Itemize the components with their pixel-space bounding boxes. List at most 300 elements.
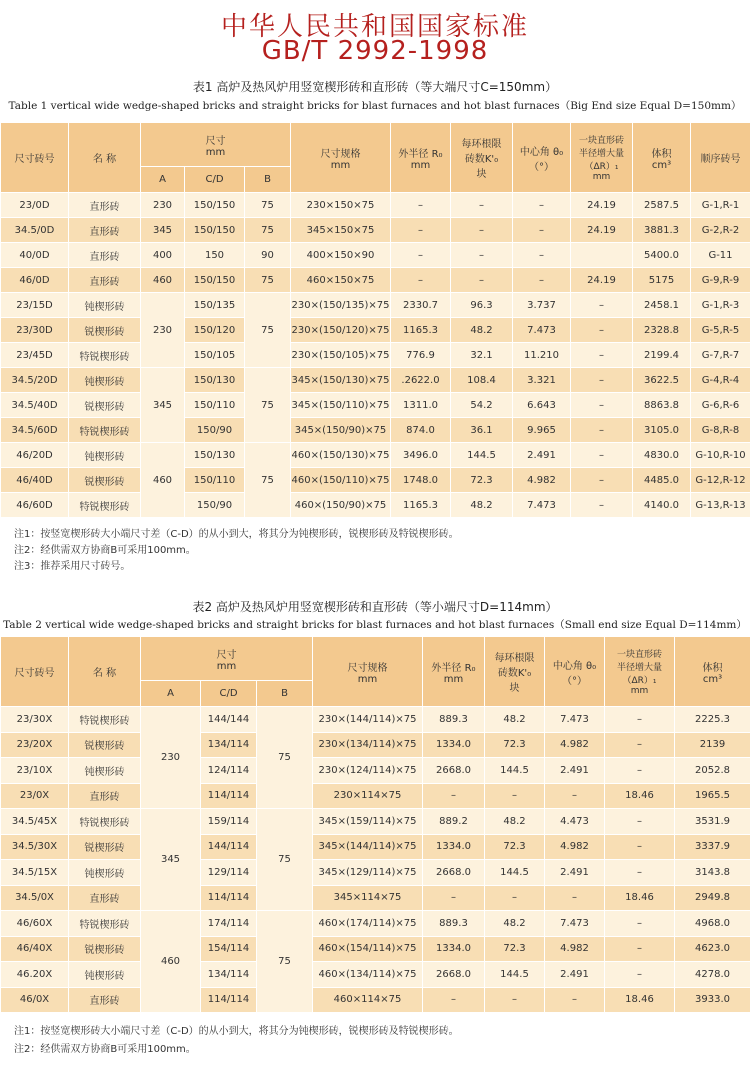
table-row [1, 243, 750, 268]
t2-cell-outer-r: 889.2 [423, 809, 485, 835]
t1-cell-a: 460 [141, 268, 185, 293]
t2-cell-code: 46/0X [1, 987, 69, 1013]
table-row [1, 218, 750, 243]
t2-cell-name: 钝楔形砖 [69, 758, 141, 784]
t1-cell-angle: – [513, 218, 571, 243]
t2-cell-incr: – [605, 834, 675, 860]
t1-cell-incr: 24.19 [571, 218, 633, 243]
t1-cell-name: 直形砖 [69, 243, 141, 268]
t1-cell-outer-r: – [391, 268, 451, 293]
t1-cell-seq: G-7,R-7 [691, 343, 750, 368]
t1-cell-name: 钝楔形砖 [69, 368, 141, 393]
t1-cell-vol: 5175 [633, 268, 691, 293]
t2-cell-count: – [485, 885, 545, 911]
t1-header-count-1: 每环根限 [461, 139, 502, 150]
t2-cell-outer-r: – [423, 885, 485, 911]
t2-cell-code: 34.5/15X [1, 860, 69, 886]
t2-cell-outer-r: 1334.0 [423, 936, 485, 962]
t1-cell-spec: 400×150×90 [291, 243, 391, 268]
t1-cell-incr: – [571, 393, 633, 418]
t1-cell-outer-r: 3496.0 [391, 443, 451, 468]
t2-cell-angle: 2.491 [545, 860, 605, 886]
t1-cell-outer-r: 776.9 [391, 343, 451, 368]
t2-cell-name: 特锐楔形砖 [69, 911, 141, 937]
t1-cell-cd: 150/130 [185, 443, 245, 468]
t1-cell-a-group: 345 [141, 368, 185, 443]
t2-cell-outer-r: 889.3 [423, 707, 485, 733]
t1-cell-name: 特锐楔形砖 [69, 418, 141, 443]
t1-cell-outer-r: – [391, 218, 451, 243]
t1-header-seq: 顺序砖号 [691, 123, 750, 193]
t2-cell-vol: 3531.9 [675, 809, 750, 835]
table-row [1, 987, 750, 1013]
t2-cell-spec: 230×(144/114)×75 [313, 707, 423, 733]
t1-cell-cd: 150/90 [185, 493, 245, 518]
t1-cell-seq: G-4,R-4 [691, 368, 750, 393]
t2-cell-count: 48.2 [485, 809, 545, 835]
t1-cell-incr: 24.19 [571, 193, 633, 218]
t1-cell-code: 46/40D [1, 468, 69, 493]
t1-cell-outer-r: 874.0 [391, 418, 451, 443]
t1-cell-incr: – [571, 468, 633, 493]
t2-cell-cd: 144/144 [201, 707, 257, 733]
table-row [1, 443, 750, 468]
t2-cell-incr: 18.46 [605, 783, 675, 809]
t2-cell-count: 144.5 [485, 962, 545, 988]
t1-cell-code: 34.5/0D [1, 218, 69, 243]
t2-cell-name: 锐楔形砖 [69, 834, 141, 860]
t2-header-angle [545, 637, 605, 707]
t1-header-vol-label: 体积 [651, 148, 672, 160]
t2-header-incr-1: 一块直形砖 [616, 650, 662, 660]
t2-cell-incr: – [605, 732, 675, 758]
t1-note-3: 注3：推荐采用尺寸砖号。 [14, 561, 131, 572]
t2-cell-vol: 3337.9 [675, 834, 750, 860]
t1-cell-seq: G-6,R-6 [691, 393, 750, 418]
t1-header-count-2: 砖数K'₀ [464, 154, 499, 165]
t2-cell-b-group: 75 [257, 809, 313, 911]
t2-cell-angle: 2.491 [545, 962, 605, 988]
t1-cell-seq: G-11 [691, 243, 750, 268]
table2-caption-en: Table 2 vertical wide wedge-shaped bricks and straight bricks for blast furnaces and hot blast furnaces（Small end size Equal D=114mm） [3, 619, 747, 631]
t1-cell-seq: G-1,R-3 [691, 293, 750, 318]
t1-header-dim [141, 123, 291, 167]
t1-header-a: A [141, 167, 185, 193]
t2-cell-incr: – [605, 911, 675, 937]
t2-header-a: A [141, 681, 201, 707]
t1-cell-code: 23/0D [1, 193, 69, 218]
document-title: 中华人民共和国国家标准 [220, 12, 529, 42]
table-row [1, 885, 750, 911]
t2-cell-a-group: 345 [141, 809, 201, 911]
table-row [1, 911, 750, 937]
t1-cell-a: 400 [141, 243, 185, 268]
t1-cell-outer-r: 2330.7 [391, 293, 451, 318]
table1-caption-en: Table 1 vertical wide wedge-shaped bricks and straight bricks for blast furnaces and hot blast furnaces（Big End size Equal D=150mm） [8, 100, 742, 112]
t1-cell-spec: 460×(150/110)×75 [291, 468, 391, 493]
t2-cell-count: 144.5 [485, 758, 545, 784]
t1-header-spec-unit: mm [330, 159, 351, 171]
t2-header-outer-r-label: 外半径 R₀ [431, 662, 476, 674]
t2-cell-name: 直形砖 [69, 783, 141, 809]
t1-cell-cd: 150/110 [185, 468, 245, 493]
table-row [1, 368, 750, 393]
t1-cell-name: 钝楔形砖 [69, 443, 141, 468]
t2-cell-count: 48.2 [485, 911, 545, 937]
t1-header-incr-4: mm [592, 172, 611, 182]
t1-cell-spec: 230×150×75 [291, 193, 391, 218]
t1-cell-count: 72.3 [451, 468, 513, 493]
t2-cell-cd: 129/114 [201, 860, 257, 886]
t1-cell-cd: 150/110 [185, 393, 245, 418]
t1-cell-seq: G-12,R-12 [691, 468, 750, 493]
t1-cell-incr [571, 243, 633, 268]
t2-cell-spec: 460×(134/114)×75 [313, 962, 423, 988]
t2-cell-count: – [485, 783, 545, 809]
t1-header-outer-r [391, 123, 451, 193]
t1-note-1: 注1：按竖宽楔形砖大小端尺寸差（C-D）的从小到大，将其分为钝楔形砖，锐楔形砖及特锐楔形砖。 [14, 529, 459, 540]
t1-cell-seq: G-1,R-1 [691, 193, 750, 218]
t1-cell-code: 23/15D [1, 293, 69, 318]
t1-cell-count: – [451, 193, 513, 218]
t2-cell-code: 46.20X [1, 962, 69, 988]
t1-cell-angle: 7.473 [513, 493, 571, 518]
t1-cell-spec: 345×150×75 [291, 218, 391, 243]
t1-cell-outer-r: – [391, 243, 451, 268]
t2-cell-count: – [485, 987, 545, 1013]
t2-cell-spec: 460×114×75 [313, 987, 423, 1013]
t1-header-outer-r-label: 外半径 R₀ [398, 148, 443, 160]
t2-cell-name: 特锐楔形砖 [69, 809, 141, 835]
table-row [1, 732, 750, 758]
t2-cell-incr: – [605, 936, 675, 962]
t2-cell-code: 34.5/0X [1, 885, 69, 911]
t2-cell-cd: 134/114 [201, 732, 257, 758]
t2-header-vol-unit: cm³ [702, 673, 723, 685]
t1-cell-name: 直形砖 [69, 193, 141, 218]
t2-cell-vol: 2139 [675, 732, 750, 758]
t1-header-angle-label: 中心角 θ₀ [519, 146, 564, 158]
t2-header-count-3: 块 [509, 683, 520, 694]
t1-cell-count: 48.2 [451, 493, 513, 518]
t1-cell-outer-r: 1311.0 [391, 393, 451, 418]
t2-header-outer-r [423, 637, 485, 707]
t1-cell-incr: – [571, 493, 633, 518]
t1-cell-angle: 2.491 [513, 443, 571, 468]
table1 [0, 122, 750, 518]
t2-cell-outer-r: 2668.0 [423, 860, 485, 886]
t2-cell-spec: 230×(134/114)×75 [313, 732, 423, 758]
t2-header-incr-4: mm [630, 686, 649, 696]
table-row [1, 962, 750, 988]
t2-cell-b-group: 75 [257, 911, 313, 1013]
t1-cell-cd: 150/105 [185, 343, 245, 368]
t1-cell-spec: 230×(150/120)×75 [291, 318, 391, 343]
table-row [1, 318, 750, 343]
t2-cell-cd: 174/114 [201, 911, 257, 937]
t1-cell-vol: 3881.3 [633, 218, 691, 243]
t1-cell-seq: G-9,R-9 [691, 268, 750, 293]
t1-cell-name: 特锐楔形砖 [69, 493, 141, 518]
t1-cell-b-group: 75 [245, 293, 291, 368]
t2-cell-name: 锐楔形砖 [69, 936, 141, 962]
t2-cell-name: 直形砖 [69, 885, 141, 911]
t1-cell-cd: 150/130 [185, 368, 245, 393]
t1-cell-cd: 150/90 [185, 418, 245, 443]
t2-cell-angle: 4.982 [545, 936, 605, 962]
t1-cell-name: 锐楔形砖 [69, 468, 141, 493]
t2-cell-spec: 230×114×75 [313, 783, 423, 809]
t1-cell-cd: 150/150 [185, 268, 245, 293]
t2-cell-angle: 4.982 [545, 834, 605, 860]
t2-cell-count: 72.3 [485, 732, 545, 758]
t2-cell-code: 23/0X [1, 783, 69, 809]
t2-header-dim-label: 尺寸 [216, 649, 237, 661]
t2-cell-name: 特锐楔形砖 [69, 707, 141, 733]
t1-cell-angle: – [513, 193, 571, 218]
t1-cell-b: 90 [245, 243, 291, 268]
t1-cell-cd: 150/150 [185, 218, 245, 243]
table-row [1, 834, 750, 860]
t1-header-spec [291, 123, 391, 193]
t2-header-incr-2: 半径增大量 [616, 663, 662, 673]
t2-header-dim-unit: mm [216, 660, 237, 672]
t2-cell-angle: 7.473 [545, 911, 605, 937]
t1-header-b: B [245, 167, 291, 193]
t2-cell-cd: 134/114 [201, 962, 257, 988]
t2-note-2: 注2：经供需双方协商B可采用100mm。 [14, 1044, 196, 1055]
t1-cell-name: 特锐楔形砖 [69, 343, 141, 368]
t1-cell-angle: 7.473 [513, 318, 571, 343]
t1-cell-vol: 4140.0 [633, 493, 691, 518]
t2-cell-name: 锐楔形砖 [69, 732, 141, 758]
t1-cell-angle: 3.737 [513, 293, 571, 318]
t1-cell-code: 46/0D [1, 268, 69, 293]
t2-cell-code: 34.5/45X [1, 809, 69, 835]
t2-cell-incr: – [605, 860, 675, 886]
t2-header-outer-r-unit: mm [443, 673, 464, 685]
t2-cell-code: 23/20X [1, 732, 69, 758]
t1-cell-angle: 11.210 [513, 343, 571, 368]
table1-caption-cn: 表1 高炉及热风炉用竖宽楔形砖和直形砖（等大端尺寸C=150mm） [192, 80, 558, 94]
t2-cell-outer-r: 1334.0 [423, 732, 485, 758]
t2-header-cd: C/D [201, 681, 257, 707]
t1-cell-a: 345 [141, 218, 185, 243]
t1-header-incr-2: 半径增大量 [578, 149, 624, 159]
t2-cell-vol: 4278.0 [675, 962, 750, 988]
table-row [1, 493, 750, 518]
table-row [1, 293, 750, 318]
t2-cell-cd: 154/114 [201, 936, 257, 962]
t2-cell-outer-r: 1334.0 [423, 834, 485, 860]
t1-cell-cd: 150/150 [185, 193, 245, 218]
t1-note-2: 注2：经供需双方协商B可采用100mm。 [14, 545, 196, 556]
t1-cell-count: 144.5 [451, 443, 513, 468]
t1-cell-angle: 3.321 [513, 368, 571, 393]
t2-cell-vol: 4968.0 [675, 911, 750, 937]
t1-cell-angle: 4.982 [513, 468, 571, 493]
t1-header-count-3: 块 [476, 169, 487, 180]
t2-cell-angle: – [545, 885, 605, 911]
table-row [1, 707, 750, 733]
table-row [1, 758, 750, 784]
t2-header-name: 名 称 [69, 637, 141, 707]
t2-cell-outer-r: – [423, 987, 485, 1013]
t1-cell-spec: 230×(150/105)×75 [291, 343, 391, 368]
t1-cell-outer-r: 1748.0 [391, 468, 451, 493]
t2-cell-angle: – [545, 987, 605, 1013]
t2-cell-vol: 1965.5 [675, 783, 750, 809]
t2-cell-vol: 3143.8 [675, 860, 750, 886]
t1-cell-code: 34.5/40D [1, 393, 69, 418]
t1-cell-outer-r: 1165.3 [391, 318, 451, 343]
table-row [1, 860, 750, 886]
t2-cell-count: 48.2 [485, 707, 545, 733]
t1-cell-spec: 460×150×75 [291, 268, 391, 293]
t1-cell-a: 230 [141, 193, 185, 218]
t1-cell-count: – [451, 243, 513, 268]
t1-cell-cd: 150/135 [185, 293, 245, 318]
t2-header-count-2: 砖数K'₀ [497, 668, 532, 679]
table-row [1, 936, 750, 962]
t1-cell-angle: 6.643 [513, 393, 571, 418]
table-row [1, 418, 750, 443]
t1-cell-vol: 4830.0 [633, 443, 691, 468]
t1-cell-spec: 460×(150/90)×75 [291, 493, 391, 518]
t1-header-cd: C/D [185, 167, 245, 193]
t2-cell-vol: 3933.0 [675, 987, 750, 1013]
t1-cell-spec: 345×(150/130)×75 [291, 368, 391, 393]
t2-cell-spec: 230×(124/114)×75 [313, 758, 423, 784]
t1-header-spec-label: 尺寸规格 [320, 148, 361, 160]
t1-cell-name: 锐楔形砖 [69, 393, 141, 418]
t1-cell-incr: – [571, 368, 633, 393]
t1-cell-code: 40/0D [1, 243, 69, 268]
t1-cell-seq: G-5,R-5 [691, 318, 750, 343]
t1-cell-vol: 2328.8 [633, 318, 691, 343]
t2-cell-vol: 2052.8 [675, 758, 750, 784]
t2-cell-cd: 114/114 [201, 987, 257, 1013]
t1-cell-count: – [451, 268, 513, 293]
t2-cell-spec: 345×114×75 [313, 885, 423, 911]
t2-cell-outer-r: – [423, 783, 485, 809]
t2-cell-code: 34.5/30X [1, 834, 69, 860]
table-row [1, 809, 750, 835]
t1-cell-angle: – [513, 243, 571, 268]
t2-cell-name: 直形砖 [69, 987, 141, 1013]
t2-cell-incr: – [605, 809, 675, 835]
t1-cell-seq: G-8,R-8 [691, 418, 750, 443]
t1-cell-vol: 3622.5 [633, 368, 691, 393]
t1-header-dim-label: 尺寸 [205, 135, 226, 147]
t1-cell-count: 96.3 [451, 293, 513, 318]
t1-cell-outer-r: 1165.3 [391, 493, 451, 518]
t2-cell-outer-r: 2668.0 [423, 962, 485, 988]
t1-cell-vol: 2587.5 [633, 193, 691, 218]
t2-header-spec [313, 637, 423, 707]
t1-cell-count: 108.4 [451, 368, 513, 393]
t1-header-angle-unit: （°） [529, 161, 554, 173]
t2-header-vol-label: 体积 [702, 662, 723, 674]
t1-cell-cd: 150 [185, 243, 245, 268]
t1-header-outer-r-unit: mm [410, 159, 431, 171]
t1-header-name: 名 称 [69, 123, 141, 193]
t2-cell-spec: 345×(129/114)×75 [313, 860, 423, 886]
standard-number: GB/T 2992-1998 [261, 36, 489, 66]
t2-header-code: 尺寸砖号 [1, 637, 69, 707]
t1-cell-incr: – [571, 318, 633, 343]
t1-header-incr [571, 123, 633, 193]
t1-cell-name: 直形砖 [69, 268, 141, 293]
t2-cell-incr: 18.46 [605, 987, 675, 1013]
t2-cell-vol: 4623.0 [675, 936, 750, 962]
t2-cell-code: 46/40X [1, 936, 69, 962]
t1-cell-spec: 230×(150/135)×75 [291, 293, 391, 318]
t2-cell-code: 23/30X [1, 707, 69, 733]
t1-header-dim-unit: mm [205, 146, 226, 158]
t1-header-incr-3: （ΔR）₁ [584, 162, 619, 172]
t2-header-incr-3: （ΔR）₁ [622, 676, 657, 686]
table-row [1, 393, 750, 418]
t1-cell-name: 直形砖 [69, 218, 141, 243]
t1-cell-code: 46/60D [1, 493, 69, 518]
t1-cell-vol: 2199.4 [633, 343, 691, 368]
t1-cell-a-group: 230 [141, 293, 185, 368]
t1-cell-name: 锐楔形砖 [69, 318, 141, 343]
t2-cell-angle: 2.491 [545, 758, 605, 784]
t1-cell-vol: 3105.0 [633, 418, 691, 443]
t2-header-b: B [257, 681, 313, 707]
t1-cell-seq: G-10,R-10 [691, 443, 750, 468]
t1-cell-incr: – [571, 293, 633, 318]
t1-header-code: 尺寸砖号 [1, 123, 69, 193]
t2-cell-incr: – [605, 758, 675, 784]
t1-cell-vol: 8863.8 [633, 393, 691, 418]
t2-cell-angle: 7.473 [545, 707, 605, 733]
t2-cell-cd: 114/114 [201, 783, 257, 809]
t1-cell-code: 23/30D [1, 318, 69, 343]
t2-header-count [485, 637, 545, 707]
t2-header-vol [675, 637, 750, 707]
t2-cell-code: 46/60X [1, 911, 69, 937]
t2-cell-b-group: 75 [257, 707, 313, 809]
t2-cell-outer-r: 889.3 [423, 911, 485, 937]
t2-header-angle-label: 中心角 θ₀ [552, 660, 597, 672]
table-row [1, 468, 750, 493]
t1-cell-vol: 2458.1 [633, 293, 691, 318]
t1-cell-incr: – [571, 343, 633, 368]
table-row [1, 268, 750, 293]
t1-cell-count: 32.1 [451, 343, 513, 368]
t2-cell-name: 钝楔形砖 [69, 860, 141, 886]
t1-cell-count: – [451, 218, 513, 243]
t1-cell-code: 34.5/60D [1, 418, 69, 443]
t2-cell-a-group: 460 [141, 911, 201, 1013]
t2-cell-a-group: 230 [141, 707, 201, 809]
t1-cell-code: 23/45D [1, 343, 69, 368]
t1-header-vol [633, 123, 691, 193]
t2-header-spec-unit: mm [357, 673, 378, 685]
t1-cell-incr: 24.19 [571, 268, 633, 293]
t1-header-vol-unit: cm³ [651, 159, 672, 171]
t1-cell-count: 48.2 [451, 318, 513, 343]
t2-cell-angle: – [545, 783, 605, 809]
t1-cell-a-group: 460 [141, 443, 185, 518]
t1-cell-spec: 345×(150/110)×75 [291, 393, 391, 418]
t1-cell-spec: 345×(150/90)×75 [291, 418, 391, 443]
t1-cell-vol: 5400.0 [633, 243, 691, 268]
t2-header-incr [605, 637, 675, 707]
